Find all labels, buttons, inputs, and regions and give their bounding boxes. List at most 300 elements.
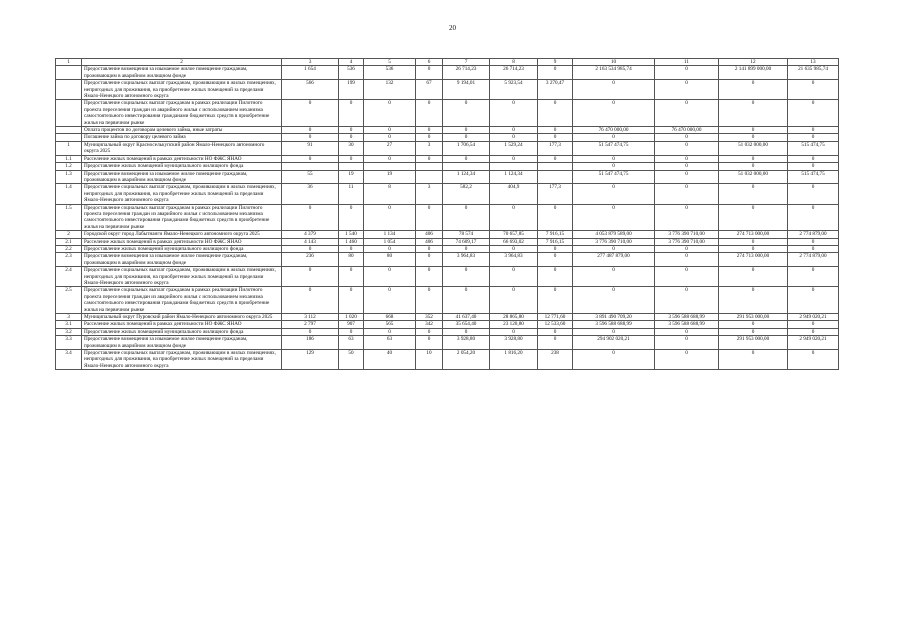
- row-number-cell: [56, 100, 82, 127]
- value-cell: 2 949 020,21: [788, 314, 839, 321]
- value-cell: 0: [573, 134, 655, 141]
- value-cell: 0: [538, 245, 573, 252]
- value-cell: 0: [538, 100, 573, 127]
- value-cell: 63: [364, 336, 416, 350]
- value-cell: 0: [538, 134, 573, 141]
- value-cell: 0: [538, 267, 573, 287]
- value-cell: 0: [655, 287, 719, 314]
- value-cell: 291 953 000,00: [719, 314, 788, 321]
- value-cell: 0: [339, 267, 364, 287]
- value-cell: 11: [339, 184, 364, 204]
- value-cell: 0: [655, 267, 719, 287]
- value-cell: 0: [538, 204, 573, 231]
- table-row: [56, 245, 839, 252]
- value-cell: 55: [282, 170, 339, 184]
- row-number-cell: 3.3: [56, 336, 82, 350]
- row-name-cell: Предоставление социальных выплат гражданам, проживающим в жилых помещениях, непригодных для проживания, на приобретение жилых помещений за пределами Ямало-Ненецкого автономного округа: [82, 350, 282, 370]
- row-number-cell: 1.1: [56, 155, 82, 162]
- value-cell: 76 470 000,00: [573, 127, 655, 134]
- value-cell: 0: [788, 80, 839, 100]
- value-cell: 0: [573, 350, 655, 370]
- value-cell: 7 916,15: [538, 231, 573, 238]
- value-cell: 536: [339, 66, 364, 80]
- value-cell: 1 816,20: [490, 350, 538, 370]
- value-cell: 0: [655, 204, 719, 231]
- value-cell: 0: [490, 134, 538, 141]
- value-cell: 3: [416, 141, 443, 155]
- value-cell: 0: [490, 127, 538, 134]
- value-cell: 76 470 000,00: [655, 127, 719, 134]
- value-cell: 51 032 000,00: [719, 170, 788, 184]
- row-number-cell: 2.1: [56, 238, 82, 245]
- value-cell: 0: [364, 328, 416, 335]
- row-name-cell: Предоставление социальных выплат гражданам в рамках реализации Пилотного проекта переселения граждан из аварийного жилья с использованием механизма самостоятельного инвестирования гражданами бюджетных средств в приобретение жилья на первичном рынке: [82, 204, 282, 231]
- value-cell: 0: [490, 245, 538, 252]
- value-cell: 0: [416, 328, 443, 335]
- value-cell: 0: [416, 134, 443, 141]
- value-cell: 0: [788, 267, 839, 287]
- value-cell: 3: [416, 184, 443, 204]
- value-cell: 515 474,75: [788, 141, 839, 155]
- value-cell: 0: [416, 100, 443, 127]
- value-cell: 0: [655, 141, 719, 155]
- value-cell: 0: [655, 66, 719, 80]
- value-cell: 3 928,80: [443, 336, 490, 350]
- value-cell: 0: [788, 155, 839, 162]
- value-cell: 274 713 000,00: [719, 231, 788, 238]
- table-row: [56, 80, 839, 100]
- value-cell: 0: [339, 245, 364, 252]
- value-cell: [538, 170, 573, 184]
- value-cell: 51 547 474,75: [573, 141, 655, 155]
- value-cell: 236: [282, 253, 339, 267]
- value-cell: 0: [655, 253, 719, 267]
- value-cell: 0: [490, 204, 538, 231]
- value-cell: 0: [655, 155, 719, 162]
- value-cell: 9 194,01: [443, 80, 490, 100]
- value-cell: 3 112: [282, 314, 339, 321]
- value-cell: 0: [538, 127, 573, 134]
- table-row: [56, 100, 839, 127]
- value-cell: 2 141 899 000,00: [719, 66, 788, 80]
- value-cell: 0: [282, 245, 339, 252]
- value-cell: [490, 163, 538, 170]
- column-header-9: 9: [538, 59, 573, 66]
- value-cell: 1 706,54: [443, 141, 490, 155]
- row-name-cell: Муниципальный округ Пуровский район Ямало-Ненецкого автономного округа 2025: [82, 314, 282, 321]
- value-cell: 0: [282, 155, 339, 162]
- value-cell: 0: [538, 253, 573, 267]
- value-cell: 7 916,15: [538, 238, 573, 245]
- value-cell: 0: [490, 267, 538, 287]
- value-cell: 28 865,80: [490, 314, 538, 321]
- value-cell: 0: [538, 66, 573, 80]
- value-cell: 0: [788, 184, 839, 204]
- value-cell: 0: [490, 287, 538, 314]
- value-cell: 2 797: [282, 321, 339, 328]
- table-row: [56, 170, 839, 184]
- value-cell: 342: [416, 321, 443, 328]
- value-cell: 3 928,80: [490, 336, 538, 350]
- header-row: [56, 59, 839, 66]
- value-cell: 0: [655, 328, 719, 335]
- table-row: [56, 336, 839, 350]
- row-number-cell: 2.2: [56, 245, 82, 252]
- value-cell: 4 143: [282, 238, 339, 245]
- value-cell: 0: [655, 170, 719, 184]
- table-row: [56, 267, 839, 287]
- value-cell: 0: [443, 155, 490, 162]
- value-cell: 63: [339, 336, 364, 350]
- value-cell: 0: [364, 134, 416, 141]
- value-cell: [416, 170, 443, 184]
- value-cell: 0: [573, 155, 655, 162]
- value-cell: 404,9: [490, 184, 538, 204]
- value-cell: 0: [282, 100, 339, 127]
- value-cell: 0: [416, 245, 443, 252]
- value-cell: 0: [443, 100, 490, 127]
- value-cell: 51 547 474,75: [573, 170, 655, 184]
- value-cell: 0: [339, 204, 364, 231]
- value-cell: 0: [282, 267, 339, 287]
- value-cell: 50: [339, 350, 364, 370]
- value-cell: 0: [282, 127, 339, 134]
- value-cell: 3 596 588 688,99: [655, 314, 719, 321]
- value-cell: 12 771,60: [538, 314, 573, 321]
- value-cell: 0: [443, 245, 490, 252]
- value-cell: 0: [719, 328, 788, 335]
- value-cell: 0: [655, 80, 719, 100]
- value-cell: 907: [339, 321, 364, 328]
- value-cell: 277 487 879,00: [573, 253, 655, 267]
- value-cell: 0: [364, 204, 416, 231]
- row-number-cell: [56, 127, 82, 134]
- value-cell: 0: [416, 127, 443, 134]
- value-cell: 0: [573, 184, 655, 204]
- value-cell: 19: [339, 170, 364, 184]
- value-cell: 177,3: [538, 141, 573, 155]
- column-header-6: 6: [416, 59, 443, 66]
- value-cell: 8: [364, 184, 416, 204]
- value-cell: 1 540: [339, 231, 364, 238]
- table-row: [56, 134, 839, 141]
- table-row: [56, 127, 839, 134]
- value-cell: 132: [364, 80, 416, 100]
- row-name-cell: Предоставление жилых помещений муниципального жилищного фонда: [82, 328, 282, 335]
- value-cell: 30: [339, 141, 364, 155]
- row-name-cell: Предоставление социальных выплат гражданам в рамках реализации Пилотного проекта переселения граждан из аварийного жилья с использованием механизма самостоятельного инвестирования гражданами бюджетных средств в приобретение жилья на первичном рынке: [82, 100, 282, 127]
- row-number-cell: 3.2: [56, 328, 82, 335]
- value-cell: 0: [538, 155, 573, 162]
- value-cell: 0: [719, 163, 788, 170]
- value-cell: 0: [339, 134, 364, 141]
- value-cell: 0: [364, 127, 416, 134]
- value-cell: 0: [719, 287, 788, 314]
- row-number-cell: 2.5: [56, 287, 82, 314]
- value-cell: 0: [443, 267, 490, 287]
- row-name-cell: Предоставление возмещения за изымаемое жилое помещение гражданам, проживающим в аварийном жилищном фонде: [82, 66, 282, 80]
- value-cell: 0: [655, 245, 719, 252]
- value-cell: [364, 163, 416, 170]
- value-cell: 0: [339, 127, 364, 134]
- value-cell: 406: [416, 231, 443, 238]
- row-name-cell: Предоставление социальных выплат гражданам, проживающим в жилых помещениях, непригодных для проживания, на приобретение жилых помещений за пределами Ямало-Ненецкого автономного округа: [82, 267, 282, 287]
- value-cell: [416, 163, 443, 170]
- row-number-cell: 1: [56, 141, 82, 155]
- value-cell: 1 124,34: [443, 170, 490, 184]
- value-cell: 3 891 490 709,20: [573, 314, 655, 321]
- value-cell: 0: [655, 163, 719, 170]
- value-cell: [538, 163, 573, 170]
- value-cell: 199: [339, 80, 364, 100]
- table-row: [56, 350, 839, 370]
- value-cell: 41 637,40: [443, 314, 490, 321]
- row-number-cell: 3: [56, 314, 82, 321]
- value-cell: 10: [416, 350, 443, 370]
- column-header-7: 7: [443, 59, 490, 66]
- value-cell: [282, 163, 339, 170]
- value-cell: 0: [573, 80, 655, 100]
- value-cell: 406: [416, 238, 443, 245]
- value-cell: 70 657,85: [490, 231, 538, 238]
- value-cell: 0: [339, 328, 364, 335]
- value-cell: 0: [490, 328, 538, 335]
- value-cell: 0: [573, 287, 655, 314]
- value-cell: 0: [443, 204, 490, 231]
- column-header-12: 12: [719, 59, 788, 66]
- value-cell: 0: [655, 100, 719, 127]
- value-cell: 566: [282, 80, 339, 100]
- value-cell: 515 474,75: [788, 170, 839, 184]
- value-cell: 27: [364, 141, 416, 155]
- value-cell: 0: [788, 321, 839, 328]
- value-cell: 12 533,60: [538, 321, 573, 328]
- value-cell: 1 124,34: [490, 170, 538, 184]
- table-body: [56, 66, 839, 370]
- value-cell: 565: [364, 321, 416, 328]
- value-cell: 0: [573, 163, 655, 170]
- value-cell: 0: [719, 238, 788, 245]
- value-cell: 3 964,83: [443, 253, 490, 267]
- value-cell: 0: [788, 287, 839, 314]
- value-cell: 0: [655, 350, 719, 370]
- value-cell: 3 964,83: [490, 253, 538, 267]
- row-name-cell: Предоставление возмещения за изымаемое жилое помещение гражданам, проживающим в аварийном жилищном фонде: [82, 170, 282, 184]
- value-cell: 0: [573, 245, 655, 252]
- column-header-5: 5: [364, 59, 416, 66]
- row-name-cell: Предоставление социальных выплат гражданам, проживающим в жилых помещениях, непригодных для проживания, на приобретение жилых помещений за пределами Ямало-Ненецкого автономного округа: [82, 184, 282, 204]
- value-cell: [443, 163, 490, 170]
- table-row: [56, 253, 839, 267]
- value-cell: 0: [655, 134, 719, 141]
- value-cell: 0: [719, 127, 788, 134]
- row-number-cell: 2.4: [56, 267, 82, 287]
- value-cell: 0: [719, 184, 788, 204]
- value-cell: 0: [573, 204, 655, 231]
- value-cell: 2 774 879,00: [788, 231, 839, 238]
- value-cell: 0: [282, 134, 339, 141]
- value-cell: 2 163 534 985,74: [573, 66, 655, 80]
- value-cell: 0: [788, 100, 839, 127]
- value-cell: 0: [339, 100, 364, 127]
- value-cell: 0: [282, 204, 339, 231]
- row-number-cell: 1.4: [56, 184, 82, 204]
- table-row: [56, 184, 839, 204]
- value-cell: 1 654: [282, 66, 339, 80]
- value-cell: 0: [490, 155, 538, 162]
- value-cell: 40: [364, 350, 416, 370]
- value-cell: 0: [282, 328, 339, 335]
- column-header-4: 4: [339, 59, 364, 66]
- value-cell: 0: [443, 328, 490, 335]
- value-cell: 1 460: [339, 238, 364, 245]
- value-cell: 0: [339, 155, 364, 162]
- row-number-cell: 1.3: [56, 170, 82, 184]
- value-cell: 0: [788, 238, 839, 245]
- value-cell: 0: [416, 267, 443, 287]
- row-number-cell: [56, 134, 82, 141]
- table-row: [56, 66, 839, 80]
- value-cell: 3 776 390 710,00: [573, 238, 655, 245]
- value-cell: 66 693,02: [490, 238, 538, 245]
- column-header-3: 3: [282, 59, 339, 66]
- column-header-8: 8: [490, 59, 538, 66]
- column-header-2: 2: [82, 59, 282, 66]
- value-cell: 67: [416, 80, 443, 100]
- row-number-cell: 2.3: [56, 253, 82, 267]
- value-cell: 129: [282, 350, 339, 370]
- value-cell: 238: [538, 350, 573, 370]
- value-cell: 1 020: [339, 314, 364, 321]
- value-cell: 80: [339, 253, 364, 267]
- value-cell: 3 776 390 710,00: [655, 231, 719, 238]
- table-row: [56, 321, 839, 328]
- table-row: [56, 163, 839, 170]
- value-cell: 668: [364, 314, 416, 321]
- value-cell: 5 923,54: [490, 80, 538, 100]
- value-cell: 0: [538, 336, 573, 350]
- column-header-1: 1: [56, 59, 82, 66]
- value-cell: 0: [364, 287, 416, 314]
- value-cell: 3 596 588 688,99: [655, 321, 719, 328]
- value-cell: 3 596 588 688,99: [573, 321, 655, 328]
- value-cell: 0: [573, 328, 655, 335]
- value-cell: 0: [788, 127, 839, 134]
- value-cell: 0: [719, 100, 788, 127]
- row-name-cell: Предоставление социальных выплат гражданам, проживающим в жилых помещениях, непригодных для проживания, на приобретение жилых помещений за пределами Ямало-Ненецкого автономного округа: [82, 80, 282, 100]
- page-number: 20: [449, 24, 456, 32]
- row-name-cell: Погашение займа по договору целевого займа: [82, 134, 282, 141]
- value-cell: 582,2: [443, 184, 490, 204]
- value-cell: 0: [719, 321, 788, 328]
- value-cell: 1 054: [364, 238, 416, 245]
- value-cell: 0: [364, 155, 416, 162]
- value-cell: 35 654,40: [443, 321, 490, 328]
- table-row: [56, 314, 839, 321]
- value-cell: 0: [416, 204, 443, 231]
- value-cell: 0: [416, 155, 443, 162]
- value-cell: 3 270,47: [538, 80, 573, 100]
- value-cell: 0: [443, 134, 490, 141]
- value-cell: 0: [339, 287, 364, 314]
- column-header-10: 10: [573, 59, 655, 66]
- value-cell: 2 774 879,00: [788, 253, 839, 267]
- value-cell: 294 902 020,21: [573, 336, 655, 350]
- value-cell: 4 379: [282, 231, 339, 238]
- row-name-cell: Предоставление жилых помещений муниципального жилищного фонда: [82, 163, 282, 170]
- value-cell: 0: [416, 287, 443, 314]
- value-cell: 0: [282, 287, 339, 314]
- value-cell: 36: [282, 184, 339, 204]
- value-cell: 3 776 390 710,00: [655, 238, 719, 245]
- value-cell: 26 714,23: [490, 66, 538, 80]
- value-cell: 352: [416, 314, 443, 321]
- value-cell: 0: [490, 100, 538, 127]
- table-row: [56, 287, 839, 314]
- value-cell: 0: [788, 350, 839, 370]
- value-cell: 51 032 000,00: [719, 141, 788, 155]
- value-cell: 0: [364, 100, 416, 127]
- value-cell: 0: [788, 163, 839, 170]
- value-cell: 0: [573, 267, 655, 287]
- table-row: [56, 238, 839, 245]
- row-number-cell: [56, 66, 82, 80]
- row-name-cell: Расселение жилых помещений в рамках деятельности НО ФЖС ЯНАО: [82, 321, 282, 328]
- value-cell: 2 054,20: [443, 350, 490, 370]
- row-number-cell: 1.5: [56, 204, 82, 231]
- value-cell: 291 953 000,00: [719, 336, 788, 350]
- value-cell: 0: [788, 245, 839, 252]
- value-cell: 0: [443, 127, 490, 134]
- row-number-cell: 2: [56, 231, 82, 238]
- value-cell: 0: [719, 155, 788, 162]
- value-cell: 0: [719, 204, 788, 231]
- value-cell: 80: [364, 253, 416, 267]
- table-row: [56, 155, 839, 162]
- value-cell: 274 713 000,00: [719, 253, 788, 267]
- row-name-cell: Предоставление возмещения за изымаемое жилое помещение гражданам, проживающим в аварийном жилищном фонде: [82, 253, 282, 267]
- row-number-cell: 1.2: [56, 163, 82, 170]
- table-row: [56, 204, 839, 231]
- value-cell: [339, 163, 364, 170]
- value-cell: 2 949 020,21: [788, 336, 839, 350]
- row-name-cell: Муниципальный округ Красноселькупский район Ямало-Ненецкого автономного округа 2025: [82, 141, 282, 155]
- value-cell: 0: [364, 267, 416, 287]
- value-cell: 0: [788, 134, 839, 141]
- value-cell: 23 120,80: [490, 321, 538, 328]
- value-cell: 91: [282, 141, 339, 155]
- row-name-cell: Оплата процентов по договорам целевого займа, иные затраты: [82, 127, 282, 134]
- value-cell: 0: [719, 245, 788, 252]
- value-cell: 0: [416, 66, 443, 80]
- value-cell: 0: [719, 350, 788, 370]
- row-name-cell: Расселение жилых помещений в рамках деятельности НО ФЖС ЯНАО: [82, 238, 282, 245]
- value-cell: 0: [719, 134, 788, 141]
- column-header-13: 13: [788, 59, 839, 66]
- value-cell: 0: [655, 184, 719, 204]
- value-cell: 0: [416, 336, 443, 350]
- table-row: [56, 231, 839, 238]
- value-cell: 74 609,17: [443, 238, 490, 245]
- value-cell: 0: [719, 80, 788, 100]
- value-cell: 0: [538, 287, 573, 314]
- row-name-cell: Предоставление социальных выплат гражданам в рамках реализации Пилотного проекта переселения граждан из аварийного жилья с использованием механизма самостоятельного инвестирования гражданами бюджетных средств в приобретение жилья на первичном рынке: [82, 287, 282, 314]
- value-cell: 26 714,23: [443, 66, 490, 80]
- value-cell: 0: [573, 100, 655, 127]
- value-cell: 78 574: [443, 231, 490, 238]
- row-name-cell: Расселение жилых помещений в рамках деятельности НО ФЖС ЯНАО: [82, 155, 282, 162]
- value-cell: 0: [538, 328, 573, 335]
